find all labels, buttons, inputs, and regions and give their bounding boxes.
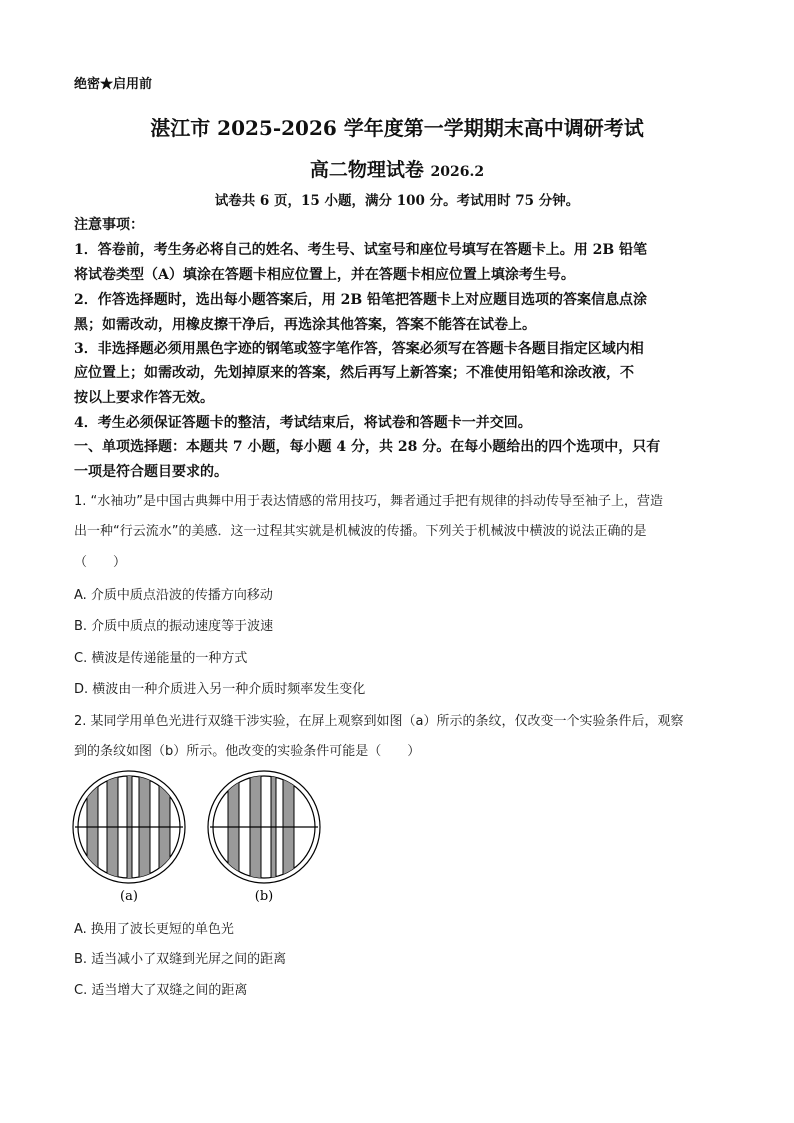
notice-item-2-line-1: 2．作答选择题时，选出每小题答案后，用 2B 铅笔把答题卡上对应题目选项的答案信息点涂 — [74, 292, 648, 308]
figure-caption-a: (a) — [120, 889, 138, 904]
q1-option-a: A. 介质中质点沿波的传播方向移动 — [74, 588, 273, 603]
notice-item-4-line-1: 4．考生必须保证答题卡的整洁，考试结束后，将试卷和答题卡一并交回。 — [74, 415, 532, 431]
q2-figure — [72, 770, 326, 905]
notice-item-3-line-1: 3．非选择题必须用黑色字迹的钢笔或签字笔作答，答案必须写在答题卡各题目指定区域内相 — [74, 341, 644, 357]
notice-item-1-line-2: 将试卷类型（A）填涂在答题卡相应位置上，并在答题卡相应位置上填涂考生号。 — [74, 267, 575, 283]
confidential-mark: 绝密★启用前 — [74, 77, 153, 92]
exam-info: 试卷共 6 页，15 小题，满分 100 分。考试用时 75 分钟。 — [214, 193, 580, 209]
notice-item-2-line-2: 黑；如需改动，用橡皮擦干净后，再选涂其他答案，答案不能答在试卷上。 — [74, 317, 536, 333]
q1-stem-line-2: 出一种“行云流水”的美感．这一过程其实就是机械波的传播。下列关于机械波中横波的说法正确的是 — [74, 524, 647, 539]
section-heading-line-1: 一、单项选择题：本题共 7 小题，每小题 4 分，共 28 分。在每小题给出的四个选项中，只有 — [74, 439, 661, 455]
q2-stem-line-1: 2. 某同学用单色光进行双缝干涉实验，在屏上观察到如图（a）所示的条纹，仅改变一个实验条件后，观察 — [74, 714, 684, 729]
q1-option-b: B. 介质中质点的振动速度等于波速 — [74, 619, 274, 634]
notice-item-3-line-2: 应位置上；如需改动，先划掉原来的答案，然后再写上新答案；不准使用铅笔和涂改液，不 — [74, 365, 634, 381]
exam-subtitle — [0, 155, 794, 182]
notice-item-1-line-1: 1．答卷前，考生务必将自己的姓名、考生号、试室号和座位号填写在答题卡上。用 2B 铅笔 — [74, 242, 648, 258]
q1-stem-line-1: 1. “水袖功”是中国古典舞中用于表达情感的常用技巧，舞者通过手把有规律的抖动传导至袖子上，营造 — [74, 494, 664, 509]
notice-item-3-line-3: 按以上要求作答无效。 — [74, 390, 214, 406]
fringe-pattern-a — [73, 770, 185, 884]
q1-stem-line-3: （ ） — [74, 555, 127, 570]
q2-option-b: B. 适当减小了双缝到光屏之间的距离 — [74, 952, 287, 967]
subject-name: 高二物理试卷 — [309, 159, 424, 181]
section-heading-line-2: 一项是符合题目要求的。 — [74, 464, 228, 480]
q1-option-d: D. 横波由一种介质进入另一种介质时频率发生变化 — [74, 682, 366, 697]
notice-heading: 注意事项： — [74, 217, 144, 233]
q2-option-c: C. 适当增大了双缝之间的距离 — [74, 983, 248, 998]
q2-option-a: A. 换用了波长更短的单色光 — [74, 922, 234, 937]
fringe-pattern-b — [208, 770, 320, 884]
exam-title: 湛江市 2025-2026 学年度第一学期期末高中调研考试 — [150, 116, 644, 140]
figure-caption-b: (b) — [254, 889, 274, 904]
q2-stem-line-2: 到的条纹如图（b）所示。他改变的实验条件可能是（ ） — [74, 744, 421, 759]
q1-option-c: C. 横波是传递能量的一种方式 — [74, 651, 248, 666]
exam-date: 2026.2 — [430, 164, 485, 180]
